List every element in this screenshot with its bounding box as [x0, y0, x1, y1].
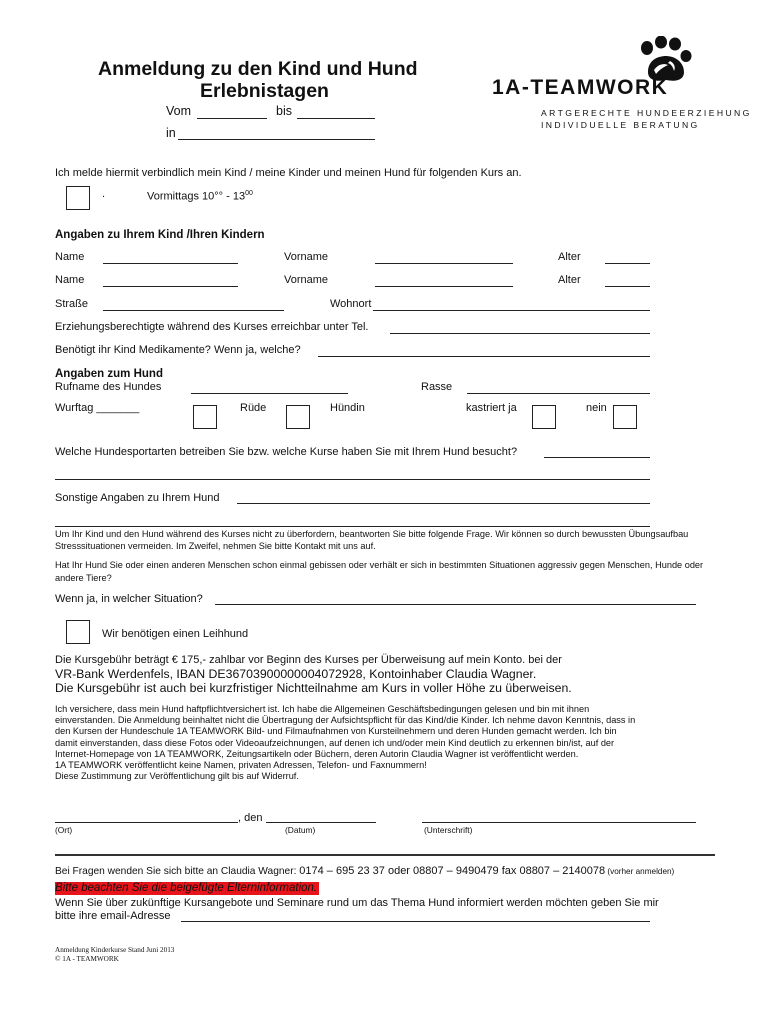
kastriert-ja-checkbox[interactable]: [532, 405, 556, 429]
rasse-label: Rasse: [421, 381, 453, 393]
ort-caption: (Ort): [55, 825, 73, 835]
in-label: in: [166, 126, 176, 140]
datum-field[interactable]: [266, 822, 376, 823]
in-field[interactable]: [178, 139, 375, 140]
leihhund-checkbox[interactable]: [66, 620, 90, 644]
medikamente-field[interactable]: [318, 356, 650, 357]
agb-line-6: 1A TEAMWORK veröffentlicht keine Namen, privaten Adressen, Telefon- und Faxnummern!: [55, 760, 427, 770]
unterschrift-caption: (Unterschrift): [424, 825, 473, 835]
rufname-field[interactable]: [191, 393, 348, 394]
bis-label: bis: [276, 104, 292, 118]
unterschrift-field[interactable]: [422, 822, 696, 823]
name-label-1: Name: [55, 251, 85, 263]
huendin-checkbox[interactable]: [286, 405, 310, 429]
situation-label: Wenn ja, in welcher Situation?: [55, 593, 203, 605]
hinweis-paragraph-1: Um Ihr Kind und den Hund während des Kurses nicht zu überfordern, beantworten Sie bitte folgende Frage. Wir können so durch bewussten Übungsaufbau Stresssituationen vermeiden. Im Zweifel, nehmen Sie bitte Kontakt mit uns auf.: [55, 529, 689, 551]
sonstige-label: Sonstige Angaben zu Ihrem Hund: [55, 492, 220, 504]
name-label-2: Name: [55, 274, 85, 286]
wohnort-label: Wohnort: [330, 298, 372, 310]
intro-text: Ich melde hiermit verbindlich mein Kind / meine Kinder und meinen Hund für folgenden Kurs an.: [55, 167, 522, 179]
form-title-line2: Erlebnistagen: [200, 80, 329, 102]
agb-line-1: Ich versichere, dass mein Hund haftpflichtversichert ist. Ich habe die Allgemeinen Geschäftsbedingungen gelesen und bin mit ihnen: [55, 704, 590, 714]
alter-field-1[interactable]: [605, 263, 650, 264]
alter-field-2[interactable]: [605, 286, 650, 287]
section-heading-hund: Angaben zum Hund: [55, 368, 163, 380]
contact-prefix: Bei Fragen wenden Sie sich bitte an Claudia Wagner:: [55, 866, 300, 877]
erreichbar-label: Erziehungsberechtigte während des Kurses erreichbar unter Tel.: [55, 321, 369, 333]
contact-suffix: (vorher anmelden): [605, 867, 675, 876]
agb-line-3: den Kursen der Hundeschule 1A TEAMWORK Bild- und Filmaufnahmen von Kursteilnehmern und deren Hunden gemacht werden. Ich bin: [55, 726, 617, 736]
datum-caption: (Datum): [285, 825, 316, 835]
erreichbar-field[interactable]: [390, 333, 650, 334]
situation-field[interactable]: [215, 604, 696, 605]
agb-line-2: einverstanden. Die Anmeldung beinhaltet nicht die Übertragung der Aufsichtspflicht für das Kind/die Kinder. Ich nehme davon Kenntnis, dass in: [55, 715, 636, 725]
brand-name: 1A-TEAMWORK: [492, 76, 669, 99]
ort-field[interactable]: [55, 822, 238, 823]
vom-label: Vom: [166, 104, 192, 118]
footer-line-2: © 1A - TEAMWORK: [55, 955, 119, 963]
brand-tagline-2: INDIVIDUELLE BERATUNG: [541, 120, 700, 130]
name-field-2[interactable]: [103, 286, 238, 287]
medikamente-label: Benötigt ihr Kind Medikamente? Wenn ja, welche?: [55, 344, 301, 356]
leihhund-label: Wir benötigen einen Leihhund: [102, 628, 249, 640]
payment-line-2: VR-Bank Werdenfels, IBAN DE36703900000004072928, Kontoinhaber Claudia Wagner.: [55, 667, 537, 681]
contact-line: [55, 865, 674, 877]
newsletter-line-2: bitte ihre email-Adresse: [55, 910, 171, 922]
nein-label: nein: [586, 402, 607, 414]
rasse-field[interactable]: [467, 393, 650, 394]
ruede-checkbox[interactable]: [193, 405, 217, 429]
hinweis-paragraph-2: Hat Ihr Hund Sie oder einen anderen Menschen schon einmal gebissen oder verhält er sich in bestimmten Situationen aggressiv gegen Menschen, Hunde oder andere Tiere?: [55, 560, 704, 583]
kastriert-nein-checkbox[interactable]: [613, 405, 637, 429]
payment-line-3: Die Kursgebühr ist auch bei kurzfristiger Nichtteilnahme am Kurs in voller Höhe zu überweisen.: [55, 681, 572, 695]
course-time-sup: 00: [245, 190, 253, 197]
footer-line-1: Anmeldung Kinderkurse Stand Juni 2013: [55, 946, 175, 954]
course-checkbox[interactable]: [66, 186, 90, 210]
kastriert-label: kastriert ja: [466, 402, 517, 414]
strasse-field[interactable]: [103, 310, 284, 311]
hundesport-field-a[interactable]: [544, 457, 650, 458]
form-title-line1: Anmeldung zu den Kind und Hund: [98, 58, 418, 80]
name-field-1[interactable]: [103, 263, 238, 264]
newsletter-line-1: Wenn Sie über zukünftige Kursangebote und Seminare rund um das Thema Hund informiert werden möchten geben Sie mir: [55, 897, 659, 909]
wurftag-label: Wurftag _______: [55, 402, 140, 414]
section-heading-kinder: Angaben zu Ihrem Kind /Ihren Kindern: [55, 229, 265, 241]
rufname-label: Rufname des Hundes: [55, 381, 162, 393]
contact-numbers: 0174 – 695 23 37 oder 08807 – 9490479 fax 08807 – 2140078: [299, 865, 606, 877]
payment-line-1: Die Kursgebühr beträgt € 175,- zahlbar vor Beginn des Kurses per Überweisung auf mein Konto. bei der: [55, 654, 562, 666]
strasse-label: Straße: [55, 298, 89, 310]
vorname-field-2[interactable]: [375, 286, 513, 287]
agb-line-7: Diese Zustimmung zur Veröffentlichung gilt bis auf Widerruf.: [55, 771, 299, 781]
course-time-label: [147, 190, 253, 203]
vorname-label-1: Vorname: [284, 251, 329, 263]
agb-line-5: Internet-Homepage von 1A TEAMWORK, Zeitungsartikeln oder Büchern, deren Autorin Claudia Wagner ist veröffentlicht werden.: [55, 749, 579, 759]
alter-label-2: Alter: [558, 274, 581, 286]
elterninformation-notice: Bitte beachten Sie die beigefügte Elterninformation.: [55, 882, 318, 894]
hundesport-field-b[interactable]: [55, 479, 650, 480]
email-field[interactable]: [181, 921, 650, 922]
vorname-label-2: Vorname: [284, 274, 329, 286]
course-time-text: Vormittags 10°° - 13: [147, 190, 246, 203]
alter-label-1: Alter: [558, 251, 581, 263]
huendin-label: Hündin: [330, 402, 365, 414]
ruede-label: Rüde: [240, 402, 267, 414]
hundesport-question: Welche Hundesportarten betreiben Sie bzw. welche Kurse haben Sie mit Ihrem Hund besucht?: [55, 446, 518, 458]
course-dot: .: [102, 188, 106, 200]
den-label: , den: [238, 812, 263, 824]
agb-line-4: damit einverstanden, dass diese Fotos oder Videoaufzeichnungen, auf denen ich und/oder mein Kind deutlich zu erkennen bin/ist, auf der: [55, 738, 615, 748]
bis-field[interactable]: [297, 118, 375, 119]
wohnort-field[interactable]: [373, 310, 650, 311]
vom-field[interactable]: [197, 118, 267, 119]
vorname-field-1[interactable]: [375, 263, 513, 264]
sonstige-field[interactable]: [237, 503, 650, 504]
sonstige-field-2[interactable]: [55, 526, 650, 527]
contact-divider: [55, 854, 715, 856]
brand-tagline-1: ARTGERECHTE HUNDEERZIEHUNG: [541, 108, 752, 118]
